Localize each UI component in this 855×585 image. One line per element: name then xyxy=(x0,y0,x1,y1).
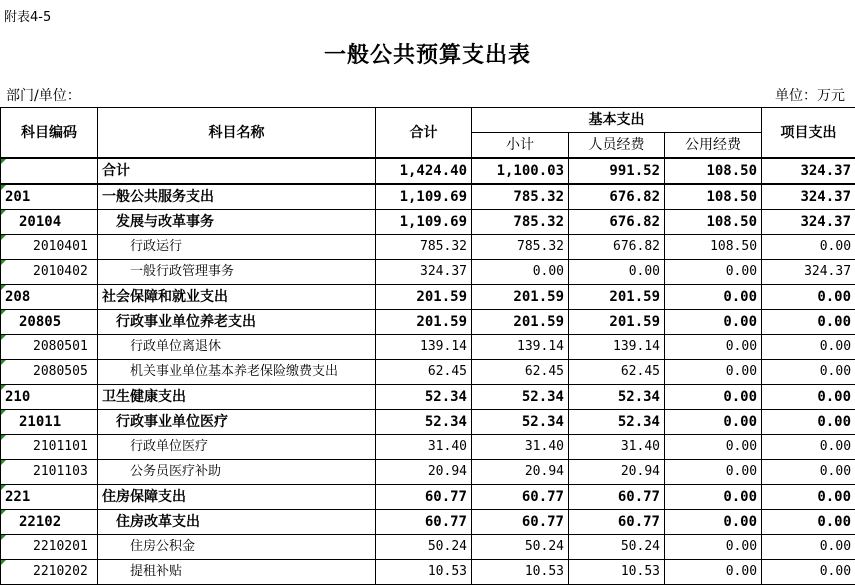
code-text: 20805 xyxy=(19,314,61,330)
table-row[interactable] xyxy=(1,184,855,210)
cell-project[interactable]: 0.00 xyxy=(762,510,855,535)
code-text: 2210202 xyxy=(33,564,88,579)
cell-personnel[interactable]: 139.14 xyxy=(569,335,665,360)
cell-public[interactable]: 0.00 xyxy=(665,310,762,335)
cell-public[interactable]: 0.00 xyxy=(665,460,762,485)
table-row[interactable] xyxy=(1,285,855,310)
cell-subtotal[interactable]: 31.40 xyxy=(472,435,569,460)
table-body xyxy=(1,158,855,585)
cell-code[interactable] xyxy=(1,435,98,460)
cell-code[interactable] xyxy=(1,184,98,210)
cell-name[interactable]: 行政事业单位养老支出 xyxy=(98,310,376,335)
cell-project[interactable]: 324.37 xyxy=(762,184,855,210)
code-text: 2010402 xyxy=(33,264,88,279)
cell-code[interactable] xyxy=(1,410,98,435)
cell-total[interactable]: 201.59 xyxy=(376,285,472,310)
cell-total[interactable]: 324.37 xyxy=(376,260,472,285)
table-row[interactable] xyxy=(1,435,855,460)
table-row[interactable] xyxy=(1,560,855,585)
code-text: 210 xyxy=(5,389,30,405)
cell-subtotal[interactable]: 785.32 xyxy=(472,184,569,210)
cell-code[interactable] xyxy=(1,210,98,235)
table-row[interactable] xyxy=(1,385,855,410)
header-subtotal: 小计 xyxy=(472,133,569,159)
cell-subtotal[interactable]: 50.24 xyxy=(472,535,569,560)
cell-personnel[interactable]: 60.77 xyxy=(569,510,665,535)
table-row[interactable] xyxy=(1,210,855,235)
cell-total[interactable]: 52.34 xyxy=(376,410,472,435)
cell-personnel[interactable]: 62.45 xyxy=(569,360,665,385)
cell-name[interactable]: 机关事业单位基本养老保险缴费支出 xyxy=(98,360,376,385)
cell-public[interactable]: 0.00 xyxy=(665,360,762,385)
cell-marker-icon xyxy=(1,310,6,315)
code-text: 201 xyxy=(5,189,30,205)
header-public: 公用经费 xyxy=(665,133,762,159)
cell-project[interactable]: 0.00 xyxy=(762,335,855,360)
cell-code[interactable] xyxy=(1,310,98,335)
cell-subtotal[interactable]: 20.94 xyxy=(472,460,569,485)
header-code: 科目编码 xyxy=(1,108,98,159)
cell-marker-icon xyxy=(1,285,6,290)
cell-name[interactable]: 行政单位医疗 xyxy=(98,435,376,460)
code-text: 20104 xyxy=(19,214,61,230)
cell-name[interactable]: 一般行政管理事务 xyxy=(98,260,376,285)
cell-public[interactable]: 0.00 xyxy=(665,335,762,360)
cell-public[interactable]: 108.50 xyxy=(665,158,762,184)
cell-project[interactable]: 0.00 xyxy=(762,460,855,485)
cell-total[interactable]: 50.24 xyxy=(376,535,472,560)
cell-project[interactable]: 0.00 xyxy=(762,235,855,260)
cell-total[interactable]: 31.40 xyxy=(376,435,472,460)
cell-total[interactable]: 10.53 xyxy=(376,560,472,585)
unit-label: 单位：万元 xyxy=(775,85,845,105)
cell-code[interactable] xyxy=(1,360,98,385)
cell-marker-icon xyxy=(1,410,6,415)
cell-marker-icon xyxy=(1,210,6,215)
cell-total[interactable]: 1,109.69 xyxy=(376,210,472,235)
header-personnel: 人员经费 xyxy=(569,133,665,159)
cell-subtotal[interactable]: 139.14 xyxy=(472,335,569,360)
table-row[interactable] xyxy=(1,410,855,435)
cell-personnel[interactable]: 676.82 xyxy=(569,210,665,235)
cell-public[interactable]: 0.00 xyxy=(665,510,762,535)
cell-name[interactable]: 合计 xyxy=(98,158,376,184)
cell-marker-icon xyxy=(1,235,6,240)
cell-name[interactable]: 公务员医疗补助 xyxy=(98,460,376,485)
cell-code[interactable] xyxy=(1,158,98,184)
cell-name[interactable]: 住房改革支出 xyxy=(98,510,376,535)
cell-code[interactable] xyxy=(1,510,98,535)
code-text: 2101101 xyxy=(33,439,88,454)
cell-name[interactable]: 一般公共服务支出 xyxy=(98,184,376,210)
cell-public[interactable]: 108.50 xyxy=(665,210,762,235)
code-text: 2101103 xyxy=(33,464,88,479)
cell-public[interactable]: 108.50 xyxy=(665,235,762,260)
cell-subtotal[interactable]: 0.00 xyxy=(472,260,569,285)
cell-personnel[interactable]: 201.59 xyxy=(569,285,665,310)
table-row[interactable] xyxy=(1,158,855,184)
table-row[interactable] xyxy=(1,335,855,360)
code-text: 208 xyxy=(5,289,30,305)
cell-marker-icon xyxy=(1,185,6,190)
cell-project[interactable]: 0.00 xyxy=(762,310,855,335)
table-row[interactable] xyxy=(1,310,855,335)
cell-public[interactable]: 108.50 xyxy=(665,184,762,210)
cell-project[interactable]: 0.00 xyxy=(762,360,855,385)
cell-project[interactable]: 0.00 xyxy=(762,560,855,585)
code-text: 2210201 xyxy=(33,539,88,554)
cell-public[interactable]: 0.00 xyxy=(665,410,762,435)
cell-marker-icon xyxy=(1,435,6,440)
budget-table xyxy=(0,107,855,585)
department-label: 部门/单位： xyxy=(6,85,81,105)
header-total: 合计 xyxy=(376,108,472,159)
cell-code[interactable] xyxy=(1,485,98,510)
cell-name[interactable]: 发展与改革事务 xyxy=(98,210,376,235)
cell-public[interactable]: 0.00 xyxy=(665,485,762,510)
cell-code[interactable] xyxy=(1,285,98,310)
cell-name[interactable]: 行政运行 xyxy=(98,235,376,260)
code-text: 2010401 xyxy=(33,239,88,254)
cell-marker-icon xyxy=(1,260,6,265)
cell-name[interactable]: 行政单位离退休 xyxy=(98,335,376,360)
cell-personnel[interactable]: 20.94 xyxy=(569,460,665,485)
cell-total[interactable]: 60.77 xyxy=(376,510,472,535)
cell-public[interactable]: 0.00 xyxy=(665,535,762,560)
cell-personnel[interactable]: 31.40 xyxy=(569,435,665,460)
cell-name[interactable]: 住房公积金 xyxy=(98,535,376,560)
cell-marker-icon xyxy=(1,560,6,565)
code-text: 21011 xyxy=(19,414,61,430)
cell-marker-icon xyxy=(1,360,6,365)
cell-code[interactable] xyxy=(1,460,98,485)
cell-code[interactable] xyxy=(1,335,98,360)
cell-subtotal[interactable]: 60.77 xyxy=(472,485,569,510)
cell-project[interactable]: 0.00 xyxy=(762,535,855,560)
table-header xyxy=(1,108,855,159)
cell-marker-icon xyxy=(1,159,6,164)
table-row[interactable] xyxy=(1,535,855,560)
cell-code[interactable] xyxy=(1,235,98,260)
cell-total[interactable]: 785.32 xyxy=(376,235,472,260)
table-row[interactable] xyxy=(1,460,855,485)
cell-subtotal[interactable]: 785.32 xyxy=(472,210,569,235)
table-row[interactable] xyxy=(1,510,855,535)
cell-total[interactable]: 139.14 xyxy=(376,335,472,360)
cell-marker-icon xyxy=(1,460,6,465)
cell-project[interactable]: 0.00 xyxy=(762,285,855,310)
cell-total[interactable]: 20.94 xyxy=(376,460,472,485)
header-project: 项目支出 xyxy=(762,108,855,159)
cell-marker-icon xyxy=(1,385,6,390)
header-name: 科目名称 xyxy=(98,108,376,159)
cell-subtotal[interactable]: 52.34 xyxy=(472,385,569,410)
code-text: 22102 xyxy=(19,514,61,530)
cell-public[interactable]: 0.00 xyxy=(665,560,762,585)
cell-project[interactable]: 0.00 xyxy=(762,485,855,510)
cell-total[interactable]: 60.77 xyxy=(376,485,472,510)
cell-marker-icon xyxy=(1,335,6,340)
cell-subtotal[interactable]: 62.45 xyxy=(472,360,569,385)
cell-subtotal[interactable]: 201.59 xyxy=(472,285,569,310)
cell-code[interactable] xyxy=(1,385,98,410)
cell-subtotal[interactable]: 785.32 xyxy=(472,235,569,260)
cell-name[interactable]: 卫生健康支出 xyxy=(98,385,376,410)
cell-name[interactable]: 住房保障支出 xyxy=(98,485,376,510)
cell-project[interactable]: 324.37 xyxy=(762,210,855,235)
cell-project[interactable]: 0.00 xyxy=(762,410,855,435)
cell-name[interactable]: 提租补贴 xyxy=(98,560,376,585)
cell-total[interactable]: 1,109.69 xyxy=(376,184,472,210)
table-row[interactable] xyxy=(1,260,855,285)
cell-total[interactable]: 201.59 xyxy=(376,310,472,335)
code-text: 2080501 xyxy=(33,339,88,354)
cell-project[interactable]: 324.37 xyxy=(762,260,855,285)
cell-personnel[interactable]: 60.77 xyxy=(569,485,665,510)
page-title: 一般公共预算支出表 xyxy=(0,38,855,69)
cell-name[interactable]: 行政事业单位医疗 xyxy=(98,410,376,435)
cell-public[interactable]: 0.00 xyxy=(665,435,762,460)
cell-personnel[interactable]: 52.34 xyxy=(569,385,665,410)
cell-public[interactable]: 0.00 xyxy=(665,285,762,310)
cell-subtotal[interactable]: 10.53 xyxy=(472,560,569,585)
cell-personnel[interactable]: 201.59 xyxy=(569,310,665,335)
cell-subtotal[interactable]: 1,100.03 xyxy=(472,158,569,184)
cell-name[interactable]: 社会保障和就业支出 xyxy=(98,285,376,310)
cell-code[interactable] xyxy=(1,260,98,285)
code-text: 221 xyxy=(5,489,30,505)
cell-personnel[interactable]: 10.53 xyxy=(569,560,665,585)
cell-personnel[interactable]: 52.34 xyxy=(569,410,665,435)
cell-marker-icon xyxy=(1,510,6,515)
cell-personnel[interactable]: 676.82 xyxy=(569,184,665,210)
cell-personnel[interactable]: 50.24 xyxy=(569,535,665,560)
cell-personnel[interactable]: 0.00 xyxy=(569,260,665,285)
cell-total[interactable]: 1,424.40 xyxy=(376,158,472,184)
cell-marker-icon xyxy=(1,485,6,490)
cell-public[interactable]: 0.00 xyxy=(665,385,762,410)
cell-code[interactable] xyxy=(1,560,98,585)
cell-project[interactable]: 0.00 xyxy=(762,435,855,460)
table-row[interactable] xyxy=(1,235,855,260)
cell-marker-icon xyxy=(1,535,6,540)
code-text: 2080505 xyxy=(33,364,88,379)
cell-subtotal[interactable]: 52.34 xyxy=(472,410,569,435)
cell-personnel[interactable]: 676.82 xyxy=(569,235,665,260)
table-row[interactable] xyxy=(1,485,855,510)
cell-personnel[interactable]: 991.52 xyxy=(569,158,665,184)
table-row[interactable] xyxy=(1,360,855,385)
cell-project[interactable]: 324.37 xyxy=(762,158,855,184)
cell-public[interactable]: 0.00 xyxy=(665,260,762,285)
cell-code[interactable] xyxy=(1,535,98,560)
cell-subtotal[interactable]: 201.59 xyxy=(472,310,569,335)
cell-subtotal[interactable]: 60.77 xyxy=(472,510,569,535)
cell-total[interactable]: 52.34 xyxy=(376,385,472,410)
attachment-label: 附表4-5 xyxy=(4,6,51,25)
cell-project[interactable]: 0.00 xyxy=(762,385,855,410)
header-basic: 基本支出 xyxy=(472,108,762,133)
cell-total[interactable]: 62.45 xyxy=(376,360,472,385)
